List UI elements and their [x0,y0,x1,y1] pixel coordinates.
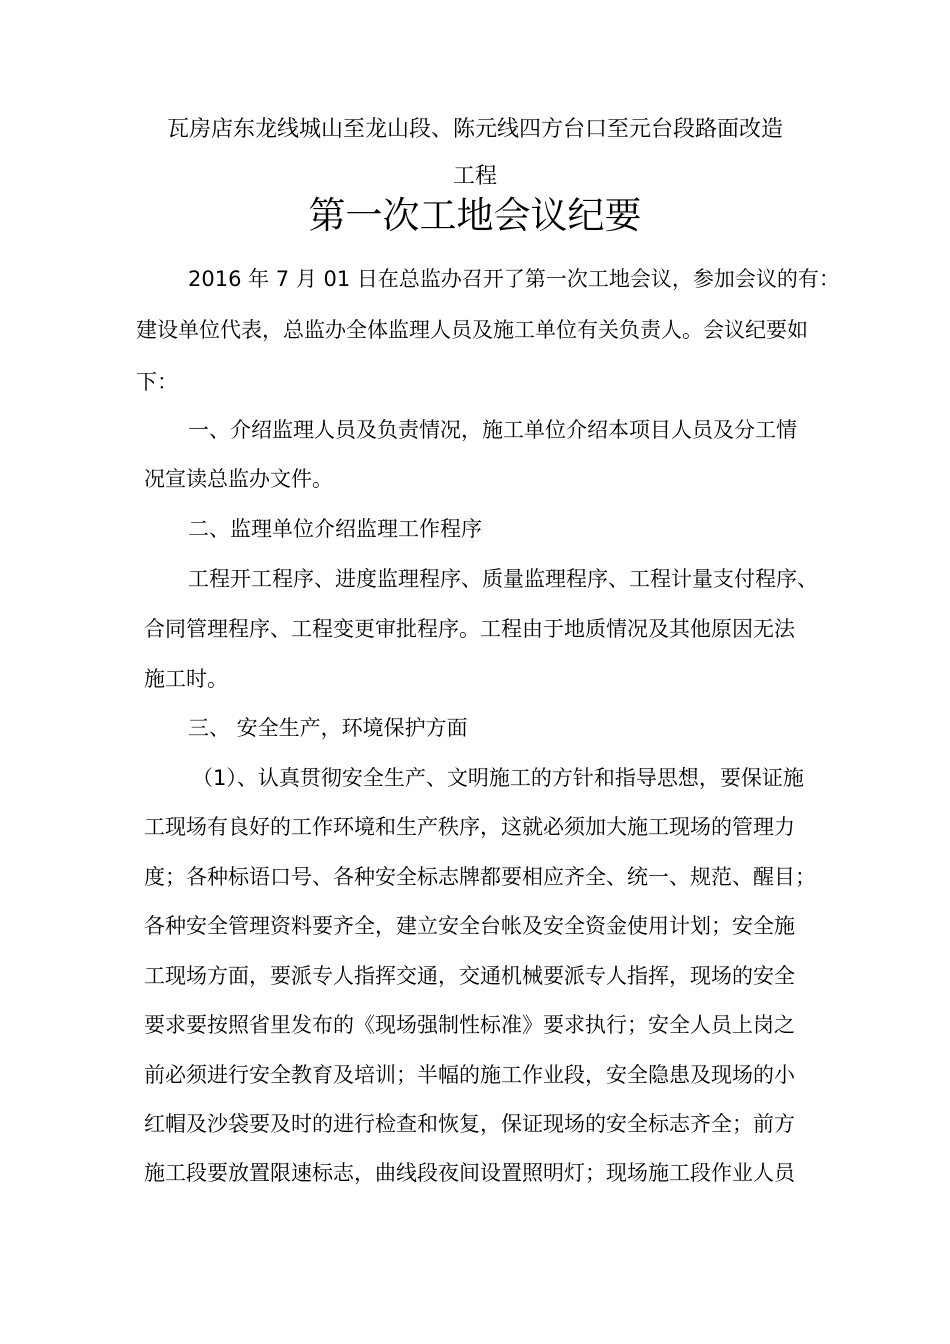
title-line-1: 瓦房店东龙线城山至龙山段、陈元线四方台口至元台段路面改造 [166,117,783,142]
main-title: 第一次工地会议纪要 [308,194,642,237]
section3-paragraph-line: 度；各种标语口号、各种安全标志牌都要相应齐全、统一、规范、醒目； [144,865,816,889]
section2-heading: 二、监理单位介绍监理工作程序 [188,517,482,541]
section3-paragraph-line: 工现场方面，要派专人指挥交通，交通机械要派专人指挥，现场的安全 [144,964,795,988]
section1-line-1: 一、介绍监理人员及负责情况，施工单位介绍本项目人员及分工情 [188,418,797,442]
section2-line-3: 施工时。 [144,667,228,691]
section2-line-1: 工程开工程序、进度监理程序、质量监理程序、工程计量支付程序、 [188,567,818,591]
section3-paragraph-line: 要求要按照省里发布的《现场强制性标准》要求执行；安全人员上岗之 [144,1013,795,1037]
section3-paragraph-line: 前必须进行安全教育及培训；半幅的施工作业段，安全隐患及现场的小 [144,1063,795,1087]
intro-line-3: 下： [136,370,178,394]
section3-heading: 三、 安全生产，环境保护方面 [188,716,468,740]
section1-line-2: 况宣读总监办文件。 [144,467,333,491]
section2-line-2: 合同管理程序、工程变更审批程序。工程由于地质情况及其他原因无法 [144,617,795,641]
intro-line-2: 建设单位代表，总监办全体监理人员及施工单位有关负责人。会议纪要如 [136,318,808,342]
title-line-2: 工程 [452,164,497,189]
section3-paragraph-line: 工现场有良好的工作环境和生产秩序，这就必须加大施工现场的管理力 [144,815,795,839]
section3-paragraph-line: 施工段要放置限速标志，曲线段夜间设置照明灯；现场施工段作业人员 [144,1161,795,1185]
section3-paragraph-line: 各种安全管理资料要齐全，建立安全台帐及安全资金使用计划；安全施 [144,914,795,938]
section3-paragraph-line: 红帽及沙袋要及时的进行检查和恢复，保证现场的安全标志齐全；前方 [144,1112,795,1136]
section3-paragraph-line: （1）、认真贯彻安全生产、文明施工的方针和指导思想，要保证施 [192,766,804,790]
intro-line-1: 2016 年 7 月 01 日在总监办召开了第一次工地会议，参加会议的有： [188,267,840,291]
